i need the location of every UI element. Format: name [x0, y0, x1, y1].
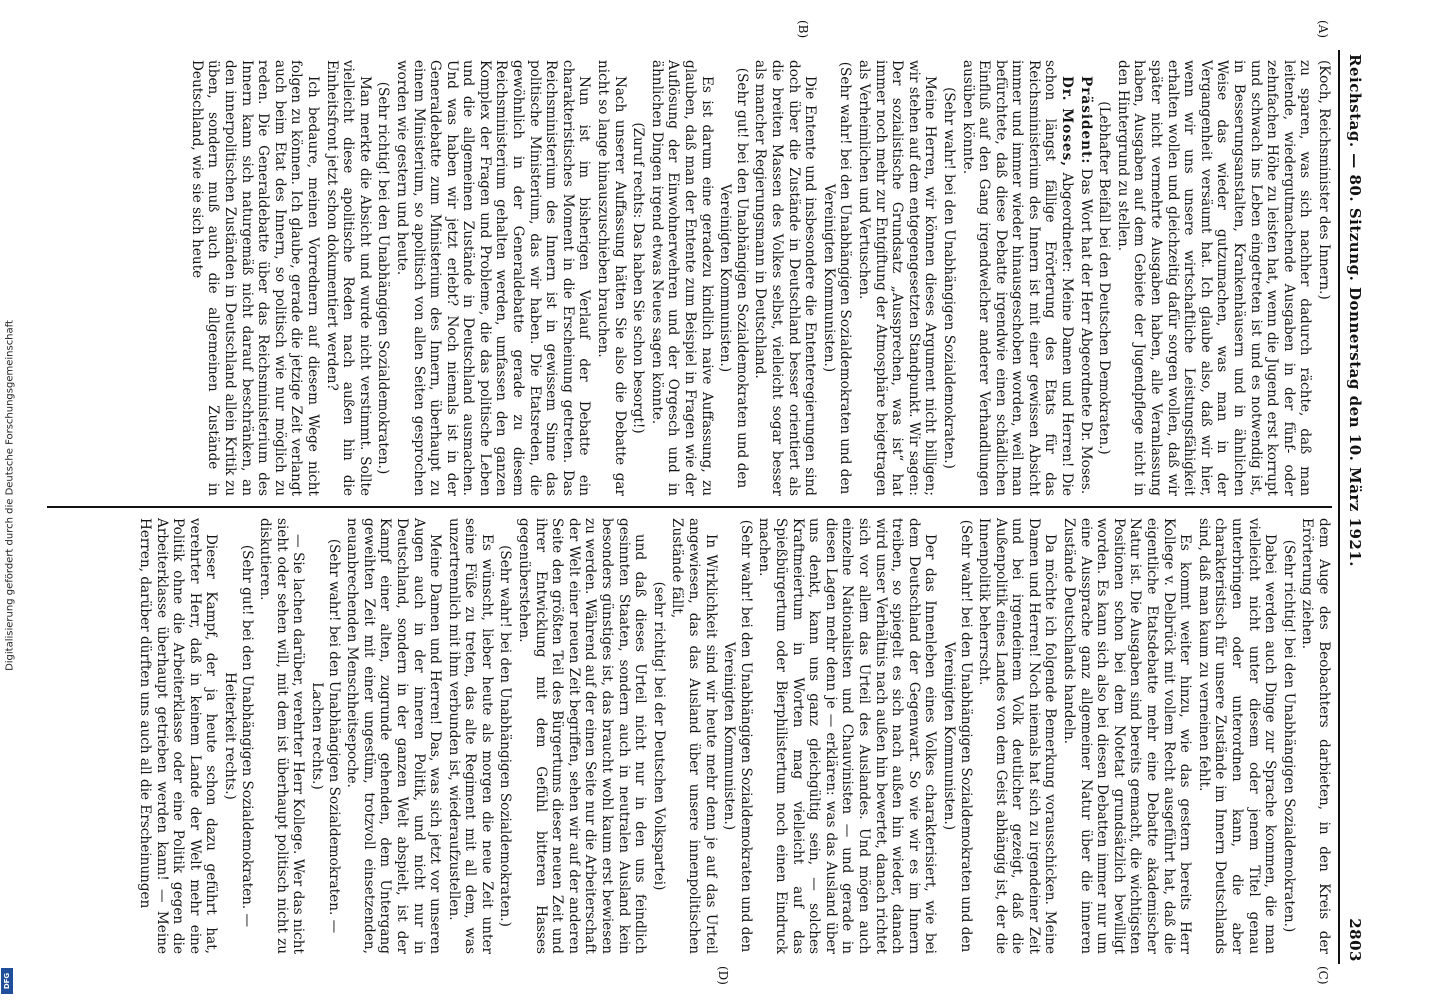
- paragraph: Die Entente und insbesondere die Ententeregierungen sind doch über die Zustände in Deutschland besser orientiert als die breiten Massen des Volkes selbst, vielleicht sogar besser als mancher Regierungsmann in Deutschland.: [752, 60, 819, 496]
- paragraph: (Koch, Reichsminister des Innern.): [1316, 60, 1332, 300]
- speaker-name: Dr. Moses,: [1059, 76, 1076, 168]
- speaker-paragraph: [1077, 60, 1094, 496]
- paragraph: Meine Damen und Herren! Das, was sich jetzt vor unseren Augen auch in der inneren Politik, und nicht nur in Deutschland, sondern in der ganzen Welt abspielt, ist der Kampf einer alten, zugrunde gehenden, dem Untergang geweihten Zeit mit einer ungestüm, trotzvoll einsetzenden, neuanbrechenden Menschheitsepoche.: [344, 518, 444, 954]
- interjection: (Sehr wahr! bei den Unabhängigen Sozialdemokraten und den Vereinigten Kommunisten.): [940, 519, 974, 953]
- speech-text: Das Wort hat der Herr Abgeordnete Dr. Moses.: [1077, 168, 1094, 495]
- paragraph: und daß dieses Urteil nicht nur in den uns feindlich gesinnten Staaten, sondern auch in neutralen Ausland kein besonders günstiges ist, das braucht wohl kaum erst bewiesen zu werden. Während auf der einen Seite nur die Arbeiterschaft der Welt einer neuen Zeit begriffen, sehen wir auf der anderen Seite den größten Teil des Bürgertums dieser neuen Zeit und ihrer Entwicklung mit dem Gefühl bitteren Hasses gegenüberstehen.: [516, 518, 649, 954]
- marker-a: (A): [1316, 20, 1330, 39]
- running-head: Reichstag. — 80. Sitzung. Donnerstag den 10. März 1921.: [1346, 54, 1364, 568]
- paragraph: Dieser Kampf, der ja heute schon dazu geführt hat, verehrter Herr, daß in keinem Lande der Welt mehr eine Politik ohne die Arbeiterklasse oder eine Politik gegen die Arbeiterklasse überhaupt getrieben werden kann! — Meine Herren, darüber dürften uns auch all die Erscheinungen: [137, 518, 220, 954]
- paragraph: Es wünscht, lieber heute als morgen die neue Zeit unter seine Füße zu treten, das alte Regiment mit all dem, was unzertrennlich mit ihm verbunden ist, wiederaufzustellen.: [445, 518, 495, 954]
- left-margin-strip: [0, 0, 14, 1000]
- paragraph: In Wirklichkeit sind wir heute mehr denn je auf das Urteil angewiesen, das das Ausland über unsere innenpolitischen Zustände fällt,: [669, 518, 719, 954]
- page-number: 2803: [1346, 918, 1364, 962]
- marker-b: (B): [796, 20, 810, 39]
- interjection: (Sehr richtig! bei den Unabhängigen Sozialdemokraten.): [375, 81, 392, 475]
- interjection: (Sehr gut! bei den Unabhängigen Sozialdemokraten. — Heiterkeit rechts.): [222, 544, 255, 928]
- interjection: (Sehr wahr! bei den Unabhängigen Sozialdemokraten und den Vereinigten Kommunisten.): [820, 61, 854, 495]
- paragraph: dem Auge des Beobachters darbieten, in den Kreis der Erörterung ziehen.: [1299, 518, 1332, 954]
- speaker-paragraph: [959, 60, 1075, 496]
- paragraph: Man merkte die Absicht und wurde nicht verstimmt. Sollte vielleicht diese apolitische Reden nach außen hin die Einheitsfront jetzt schon dokumentiert werden?: [323, 60, 373, 496]
- paragraph: Ich bedaure, meinen Vorrednern auf diesem Wege nicht folgen zu können. Ich glaube, gerade die jetzige Zeit verlangt auch beim Etat des Innern, so politisch wie nur möglich zu reden. Die Generaldebatte über das Reichsministerium des Innern kann sich naturgemäß nicht darauf beschränken, an den innerpolitischen Zuständen in Deutschland allein Kritik zu üben, sondern muß auch die allgemeinen Zustände in Deutschland, wie sie sich heute: [188, 60, 321, 496]
- marker-d: (D): [716, 966, 730, 985]
- interjection: (Sehr wahr! bei den Unabhängigen Sozialdemokraten und den Vereinigten Kommunisten.): [721, 519, 754, 953]
- interjection: (Sehr wahr! bei den Unabhängigen Sozialdemokraten.): [940, 87, 957, 469]
- paragraph: Es kommt weiter hinzu, wie das gestern bereits Herr Kollege v. Delbrück mit vollem Recht ausgeführt hat, daß die eigentliche Etatsdebatte mehr eine Debatte akademischer Natur ist. Die Ausgaben sind bereits gemacht, die wichtigsten Positionen schon bei dem Notetat grundsätzlich bewilligt worden. Es kann sich also bei diesen Debatten immer nur um eine Aussprache ganz allgemeiner Natur über die inneren Zustände Deutschlands handeln.: [1061, 518, 1194, 954]
- paragraph: Da möchte ich folgende Bemerkung vorausschicken. Meine Damen und Herren! Noch niemals hat sich zu irgendeiner Zeit und bei irgendeinem Volk deutlicher gezeigt, daß die Außenpolitik eines Landes von dem Geist abhängig ist, der die Innenpolitik beherrscht.: [976, 518, 1059, 954]
- interjection: (Sehr wahr! bei den Unabhängigen Sozialdemokraten. — Lachen rechts.): [308, 538, 342, 934]
- paragraph: — Sie lachen darüber, verehrter Herr Kollege. Wer das nicht sieht oder sehen will, mit dem ist überhaupt politisch nicht zu diskutieren.: [257, 518, 307, 954]
- paragraph: Dabei werden auch Dinge zur Sprache kommen, die man vielleicht nicht unter diesem oder jenem Titel genau unterbringen oder unterordnen kann, die aber charakteristisch für unsere Zustände im Innern Deutschlands sind, daß man kaum zu verneinen fehlt.: [1195, 518, 1279, 954]
- interjection: (Sehr gut! bei den Unabhängigen Sozialdemokraten und den Vereinigten Kommunisten.): [717, 67, 750, 489]
- interjection: (Sehr wahr! bei den Unabhängigen Sozialdemokraten.): [497, 545, 514, 927]
- interjection: (Sehr richtig! bei den Unabhängigen Sozialdemokraten.): [1280, 539, 1297, 933]
- interjection: (sehr richtig! bei der Deutschen Volkspartei): [650, 581, 667, 891]
- paragraph: Nach unserer Auffassung hätten Sie also die Debatte gar nicht so lange hinauszuschieben brauchen.: [595, 60, 628, 496]
- paragraph: Der das Innenleben eines Volkes charakterisiert, wie bei dem Deutschland der Gegenwart. So wie wir es im Innern treiben, so spiegelt es sich nach außen hin wieder, danach wird unser Verhältnis nach außen hin bewertet, danach richtet sich vor allem das Urteil des Auslandes. Und mögen auch einzelne Nationalisten und Chauvinisten — und gerade in diesen Lagen mehr denn je — erklären: was das Ausland über uns denkt, kann uns ganz gleichgültig sein, — solches Kraftmeiertum in Worten mag vielleicht auf das Spießbürgertum oder Bierphilistertum noch einen Eindruck machen.: [756, 518, 939, 954]
- dfg-logo: DFG: [1, 968, 13, 994]
- speaker-name: Präsident:: [1077, 76, 1094, 165]
- scanned-page: [40, 20, 1370, 985]
- interjection: (Zuruf rechts: Das haben Sie schon besorgt!): [630, 122, 647, 434]
- paragraph: Nun ist im bisherigen Verlauf der Debatte ein charakteristisches Moment in die Erscheinung getreten. Das Reichsministerium des Innern ist in gewissem Sinne das politische Ministerium, das wir haben. Die Etatsreden, die gewöhnlich in der Generaldebatte gerade zu diesem Reichsministerium gehalten werden, umfassen den ganzen Komplex der Fragen und Probleme, die das politische Leben und die allgemeinen Zustände in Deutschland ausmachen. Und was haben wir jetzt erlebt? Noch niemals ist in der Generaldebatte zum Ministerium des Innern, überhaupt zu einem Ministerium, so apolitisch von allen Seiten gesprochen worden wie gestern und heute.: [393, 60, 593, 496]
- marker-c: (C): [1316, 966, 1330, 985]
- left-column: [47, 50, 1332, 506]
- paragraph: Es ist darum eine geradezu kindlich naive Auffassung, zu glauben, daß man der Entente zum Beispiel in Fragen wie der Auflösung der Einwohnerwehren und der Orgesch und in ähnlichen Dingen irgend etwas Neues sagen könnte.: [648, 60, 715, 496]
- page-header: [1338, 50, 1370, 964]
- right-column: [47, 508, 1332, 964]
- text-columns: [47, 50, 1332, 964]
- paragraph: Meine Herren, wir können dieses Argument nicht billigen; wir stehen auf dem entgegengesetzten Standpunkt. Wir sagen: Der sozialistische Grundsatz „Aussprechen, was ist“ hat immer noch mehr zur Entgiftung der Atmosphäre beigetragen als Verheimlichen und Vertuschen.: [855, 60, 939, 496]
- digitization-note: Digitalisierung gefördert durch die Deutsche Forschungsgemeinschaft: [4, 320, 16, 671]
- interjection: (Lebhafter Beifall bei den Deutschen Demokraten.): [1096, 101, 1113, 455]
- paragraph: zu sparen, was sich nachher dadurch rächte, daß man leitende, wiedergutmachende Ausgaben in der fünf- oder zehnfachen Höhe zu leisten hat, wenn die Jugend erst korrupt und schwach ins Leben eingetreten ist und es notwendig ist, in Besserungsanstalten, Krankenhäusern und in ähnlichen Weise das wieder gutzumachen, was man in der Vergangenheit versäumt hat. Ich glaube also, daß wir hier, wenn wir uns unsere wirtschaftliche Leistungsfähigkeit erhalten wollen und gleichzeitig dafür sorgen wollen, daß wir später nicht vermehrte Ausgaben haben, alle Veranlassung haben, Ausgaben auf dem Gebiete der Jugendpflege nicht in den Hintergrund zu stellen.: [1114, 60, 1314, 496]
- speech-text: Abgeordneter: Meine Damen und Herren! Die schon längst fällige Erörterung des Etats für das Reichsministerium des Innern ist mit einer gewissen Absicht immer und immer wieder hinausgeschoben worden, weil man befürchtete, daß diese Debatte irgendwie einen schädlichen Einfluß auf den Gang irgendwelcher anderer Verhandlungen ausüben könnte.: [959, 60, 1076, 496]
